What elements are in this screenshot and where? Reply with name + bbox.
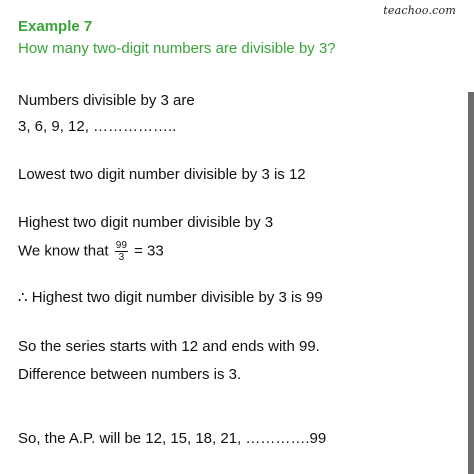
line-we-know [18, 240, 164, 263]
line-series-range: So the series starts with 12 and ends with 99. [18, 338, 320, 355]
line-highest-heading: Highest two digit number divisible by 3 [18, 214, 274, 231]
fraction [115, 240, 128, 263]
fraction-numerator: 99 [115, 240, 127, 251]
line-highest-result: ∴ Highest two digit number divisible by 3 is 99 [18, 289, 323, 306]
line-difference: Difference between numbers is 3. [18, 366, 242, 383]
fraction-denominator: 3 [118, 252, 125, 263]
line-numbers-divisible: Numbers divisible by 3 are [18, 92, 195, 109]
brand-logo: teachoo.com [383, 4, 456, 17]
right-edge-bar [468, 92, 474, 474]
example-title: Example 7 [18, 18, 93, 35]
question-text: How many two-digit numbers are divisible by 3? [18, 40, 336, 57]
we-know-prefix: We know that [18, 242, 109, 260]
we-know-suffix: = 33 [134, 242, 164, 260]
line-series: 3, 6, 9, 12, …………….. [18, 118, 177, 135]
line-lowest: Lowest two digit number divisible by 3 is 12 [18, 166, 306, 183]
line-ap: So, the A.P. will be 12, 15, 18, 21, ………….99 [18, 430, 327, 447]
